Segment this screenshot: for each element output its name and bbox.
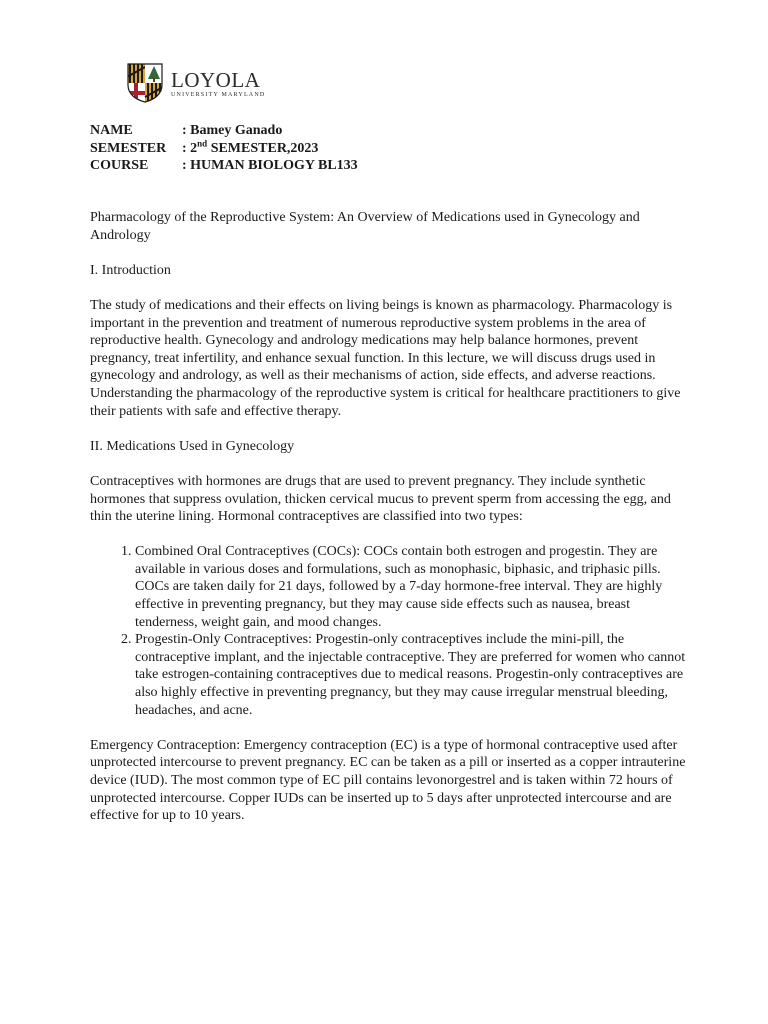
list-item: 1. Combined Oral Contraceptives (COCs): COCs contain both estrogen and progestin. They are available in various doses and formulations, such as monophasic, biphasic, and triphasic pills. COCs are taken daily for 21 days, followed by a 7-day hormone-free interval. They are highly effective in preventing pregnancy, but they may cause side effects such as nausea, breast tenderness, weight gain, and mood changes. — [135, 543, 690, 631]
list-item: 2. Progestin-Only Contraceptives: Progestin-only contraceptives include the mini-pill, the contraceptive implant, and the injectable contraceptive. They are preferred for women who cannot take estrogen-containing contraceptives due to medical reasons. Progestin-only contraceptives are also highly effective in preventing pregnancy, but they may cause irregular menstrual bleeding, headaches, and acne. — [135, 631, 690, 719]
course-row — [90, 157, 358, 175]
semester-row — [90, 137, 358, 158]
university-logo — [127, 63, 265, 103]
contraceptives-paragraph: Contraceptives with hormones are drugs that are used to prevent pregnancy. They include synthetic hormones that suppress ovulation, thicken cervical mucus to prevent sperm from accessing the egg, and thin the uterine lining. Hormonal contraceptives are classified into two types: — [90, 473, 671, 525]
shield-icon — [127, 63, 163, 103]
semester-label: SEMESTER — [90, 140, 167, 156]
logo-wordmark: LOYOLA — [171, 67, 261, 92]
semester-ordinal: nd — [197, 137, 208, 148]
document-title: Pharmacology of the Reproductive System: An Overview of Medications used in Gynecology and Andrology — [90, 210, 640, 243]
logo-subtitle: UNIVERSITY MARYLAND — [171, 91, 266, 98]
contraceptive-types-list — [90, 543, 690, 719]
student-info — [90, 122, 358, 175]
section-heading-introduction: I. Introduction — [90, 262, 171, 278]
name-label: NAME — [90, 123, 133, 138]
semester-value — [182, 137, 319, 158]
name-row — [90, 122, 358, 140]
course-label: COURSE — [90, 158, 149, 174]
document-body — [90, 209, 690, 842]
intro-paragraph: The study of medications and their effects on living beings is known as pharmacology. Pharmacology is important in the prevention and treatment of numerous reproductive system problems in the area of reproductive health. Gynecology and andrology medications may help balance hormones, prevent pregnancy, treat infertility, and enhance sexual function. In this lecture, we will discuss drugs used in gynecology and andrology, as well as their mechanisms of action, side effects, and adverse reactions. Understanding the pharmacology of the reproductive system is critical for healthcare practitioners to give their patients with safe and effective therapy. — [90, 297, 681, 419]
name-value: : Bamey Ganado — [182, 123, 283, 138]
semester-prefix: : 2 — [182, 140, 198, 156]
semester-suffix: SEMESTER,2023 — [207, 140, 319, 156]
emergency-contraception-paragraph: Emergency Contraception: Emergency contraception (EC) is a type of hormonal contraceptive used after unprotected intercourse to prevent pregnancy. EC can be taken as a pill or inserted as a copper intrauterine device (IUD). The most common type of EC pill contains levonorgestrel and is taken within 72 hours of unprotected intercourse. Copper IUDs can be inserted up to 5 days after unprotected intercourse and are effective for up to 10 years. — [90, 737, 686, 824]
section-heading-gynecology: II. Medications Used in Gynecology — [90, 438, 295, 454]
course-value: : HUMAN BIOLOGY BL133 — [182, 158, 358, 174]
